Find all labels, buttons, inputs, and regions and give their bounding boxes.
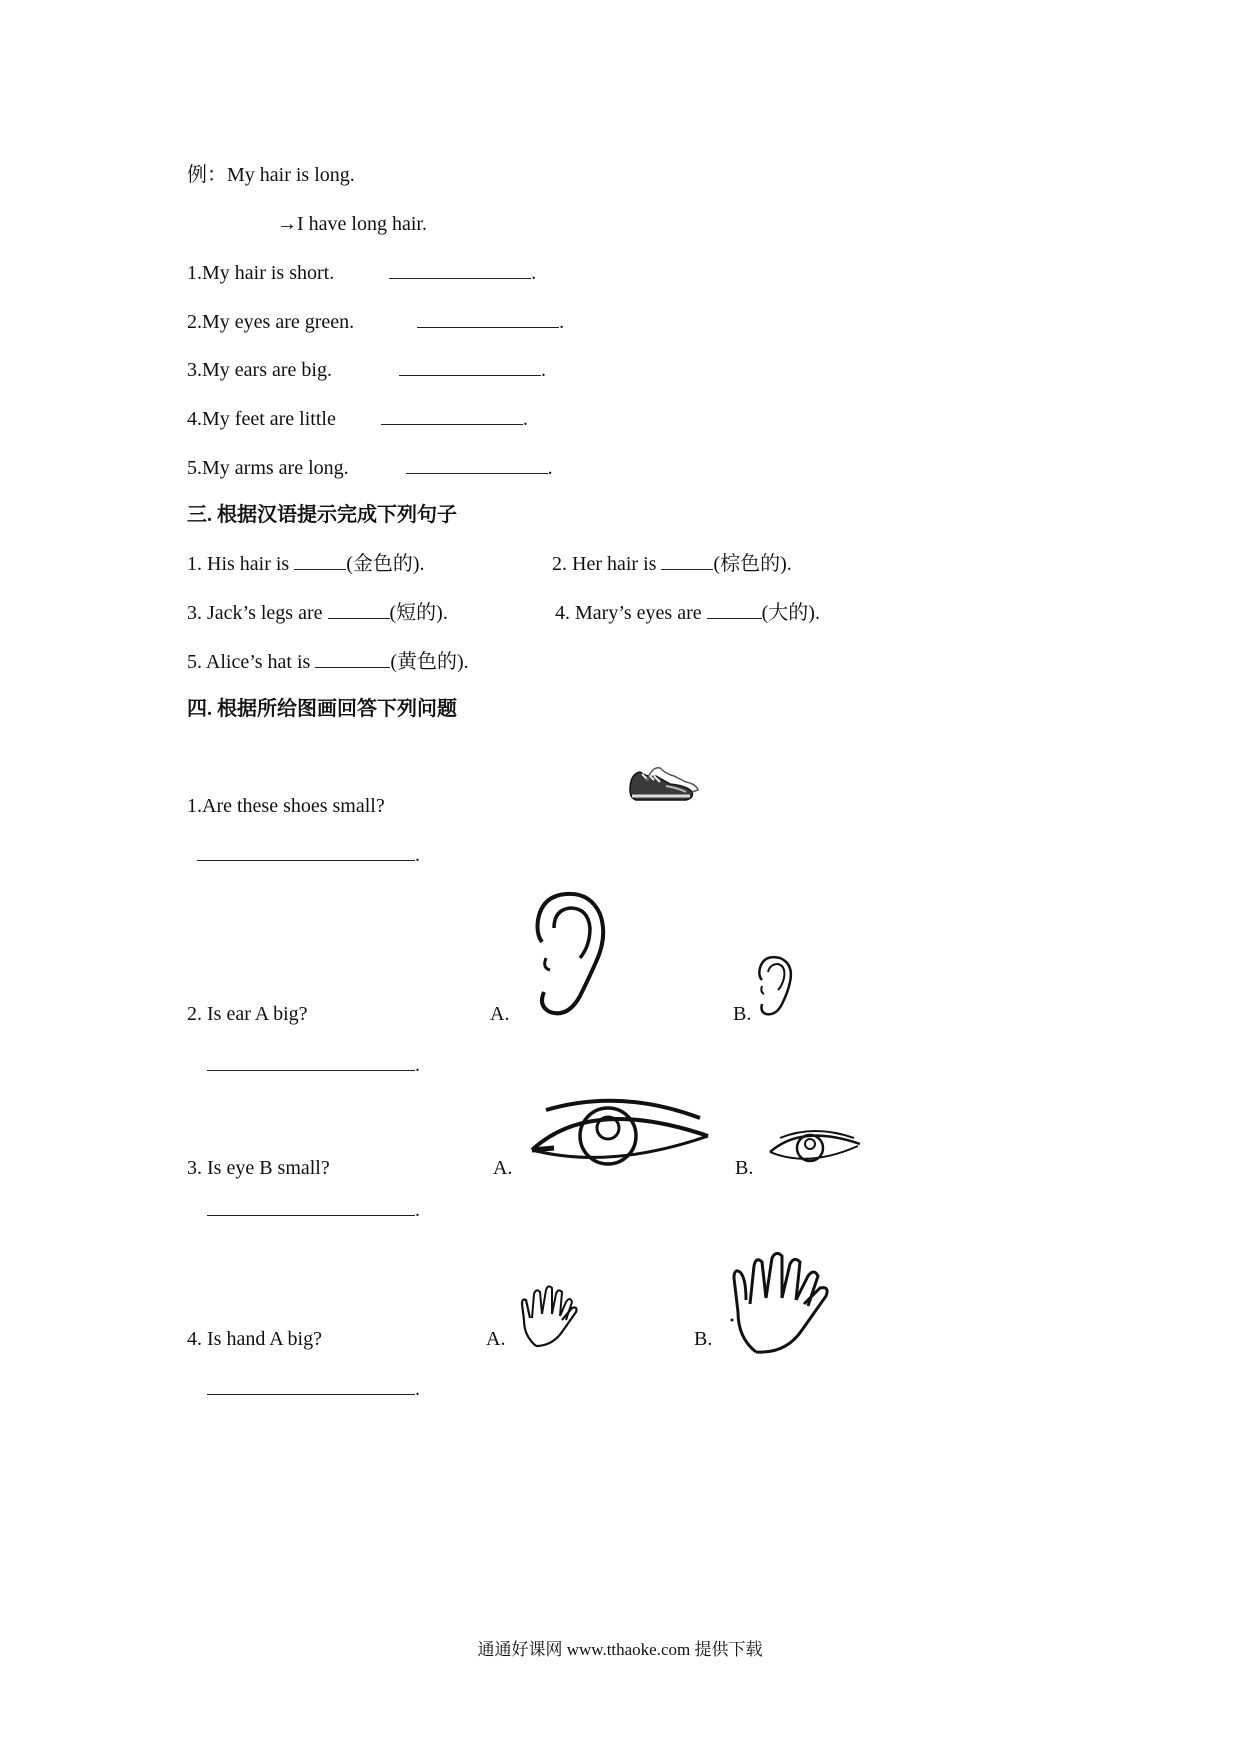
answer-line-4: . — [207, 1377, 420, 1401]
rewrite-item-4: 4.My feet are little . — [187, 408, 528, 430]
section-three-title: 三. 根据汉语提示完成下列句子 — [187, 504, 457, 526]
section-four-title: 四. 根据所给图画回答下列问题 — [187, 698, 457, 720]
small-ear-icon — [752, 952, 798, 1018]
answer-blank[interactable] — [661, 569, 713, 570]
example-line — [187, 163, 355, 187]
rewrite-item-text: 5.My arms are long. — [187, 457, 349, 479]
fill-item-2: 2. Her hair is (棕色的). — [552, 553, 792, 575]
answer-line-3: . — [207, 1198, 420, 1222]
fill-item-4: 4. Mary’s eyes are (大的). — [555, 602, 820, 624]
option-a-label: A. — [490, 1003, 510, 1025]
small-hand-icon — [518, 1284, 580, 1350]
answer-blank[interactable] — [294, 569, 346, 570]
example-sentence: My hair is long. — [227, 164, 355, 186]
rewrite-item-text: 4.My feet are little — [187, 408, 336, 430]
big-eye-icon — [530, 1098, 712, 1178]
fill-item-1: 1. His hair is (金色的). — [187, 553, 425, 575]
answer-blank[interactable] — [207, 1215, 415, 1216]
answer-blank[interactable] — [389, 278, 531, 279]
rewrite-item-1: 1.My hair is short. . — [187, 262, 537, 284]
rewrite-item-text: 2.My eyes are green. — [187, 311, 355, 333]
answer-blank[interactable] — [197, 860, 415, 861]
question-2: 2. Is ear A big? — [187, 1003, 308, 1025]
question-3: 3. Is eye B small? — [187, 1157, 330, 1179]
shoes-icon — [626, 760, 700, 806]
fill-item-3: 3. Jack’s legs are (短的). — [187, 602, 448, 624]
answer-blank[interactable] — [381, 424, 523, 425]
page-footer: 通通好课网 www.tthaoke.com 提供下载 — [477, 1640, 763, 1659]
answer-blank[interactable] — [707, 618, 762, 619]
answer-blank[interactable] — [417, 327, 559, 328]
rewrite-item-text: 1.My hair is short. — [187, 262, 335, 284]
answer-blank[interactable] — [207, 1394, 415, 1395]
big-hand-icon — [728, 1248, 832, 1358]
answer-blank[interactable] — [406, 473, 548, 474]
small-eye-icon — [768, 1126, 862, 1170]
question-4: 4. Is hand A big? — [187, 1328, 322, 1350]
option-a-label: A. — [493, 1157, 513, 1179]
example-answer: →I have long hair. — [277, 213, 427, 235]
answer-blank[interactable] — [399, 375, 541, 376]
answer-blank[interactable] — [328, 618, 390, 619]
fill-item-5: 5. Alice’s hat is (黄色的). — [187, 651, 469, 673]
option-b-label: B. — [735, 1157, 754, 1179]
option-a-label: A. — [486, 1328, 506, 1350]
question-1: 1.Are these shoes small? — [187, 795, 385, 817]
answer-line-2: . — [207, 1053, 420, 1077]
example-label: 例： — [187, 164, 227, 186]
option-b-label: B. — [694, 1328, 713, 1350]
option-b-label: B. — [733, 1003, 752, 1025]
answer-blank[interactable] — [315, 667, 390, 668]
rewrite-item-text: 3.My ears are big. — [187, 359, 332, 381]
rewrite-item-5: 5.My arms are long. . — [187, 457, 553, 479]
answer-blank[interactable] — [207, 1070, 415, 1071]
rewrite-item-2: 2.My eyes are green. . — [187, 311, 565, 333]
answer-line-1: . — [197, 843, 420, 867]
big-ear-icon — [528, 888, 612, 1022]
rewrite-item-3: 3.My ears are big. . — [187, 359, 546, 381]
